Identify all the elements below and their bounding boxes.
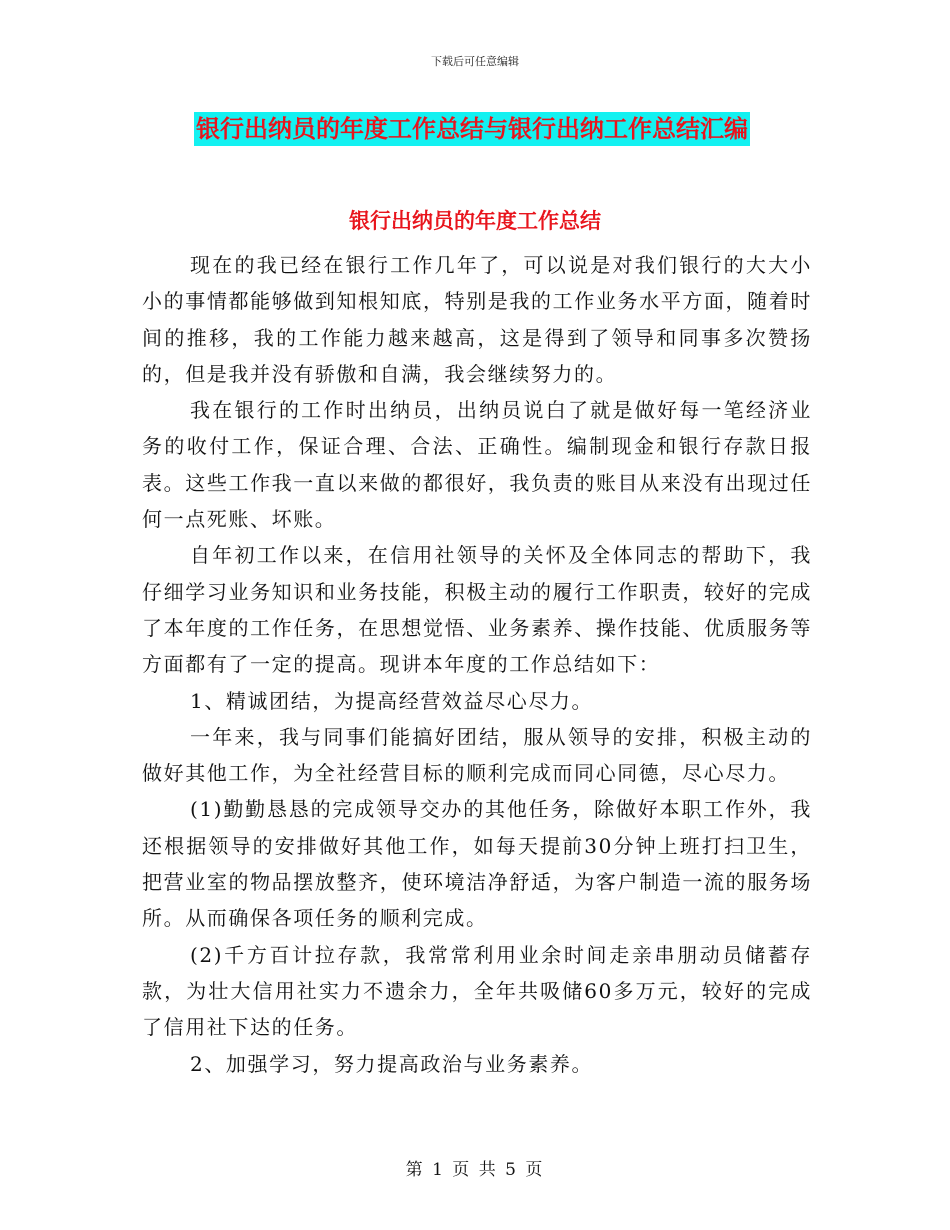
paragraph: (1)勤勤恳恳的完成领导交办的其他任务，除做好本职工作外，我还根据领导的安排做好其他工作，如每天提前30分钟上班打扫卫生，把营业室的物品摆放整齐，使环境洁净舒适，为客户制造一流的服务场所。从而确保各项任务的顺利完成。	[142, 797, 812, 931]
section-title: 银行出纳员的年度工作总结	[349, 209, 601, 233]
paragraph: 我在银行的工作时出纳员，出纳员说白了就是做好每一笔经济业务的收付工作，保证合理、合法、正确性。编制现金和银行存款日报表。这些工作我一直以来做的都很好，我负责的账目从来没有出现过任何一点死账、坏账。	[142, 398, 812, 532]
paragraph: (2)千方百计拉存款，我常常利用业余时间走亲串朋动员储蓄存款，为壮大信用社实力不遗余力，全年共吸储60多万元，较好的完成了信用社下达的任务。	[142, 942, 812, 1040]
paragraph: 一年来，我与同事们能搞好团结，服从领导的安排，积极主动的做好其他工作，为全社经营目标的顺利完成而同心同德，尽心尽力。	[142, 724, 812, 786]
document-title: 银行出纳员的年度工作总结与银行出纳工作总结汇编	[194, 112, 750, 146]
paragraph: 自年初工作以来，在信用社领导的关怀及全体同志的帮助下，我仔细学习业务知识和业务技能，积极主动的履行工作职责，较好的完成了本年度的工作任务，在思想觉悟、业务素养、操作技能、优质服务等方面都有了一定的提高。现讲本年度的工作总结如下：	[142, 543, 812, 677]
body-text	[142, 247, 812, 1082]
paragraph: 2、加强学习，努力提高政治与业务素养。	[190, 1051, 594, 1076]
page-number: 第 1 页 共 5 页	[405, 1160, 545, 1180]
header-note: 下载后可任意编辑	[431, 55, 519, 68]
paragraph: 1、精诚团结，为提高经营效益尽心尽力。	[190, 688, 594, 713]
paragraph: 现在的我已经在银行工作几年了，可以说是对我们银行的大大小小的事情都能够做到知根知底，特别是我的工作业务水平方面，随着时间的推移，我的工作能力越来越高，这是得到了领导和同事多次赞扬的，但是我并没有骄傲和自满，我会继续努力的。	[142, 253, 812, 386]
